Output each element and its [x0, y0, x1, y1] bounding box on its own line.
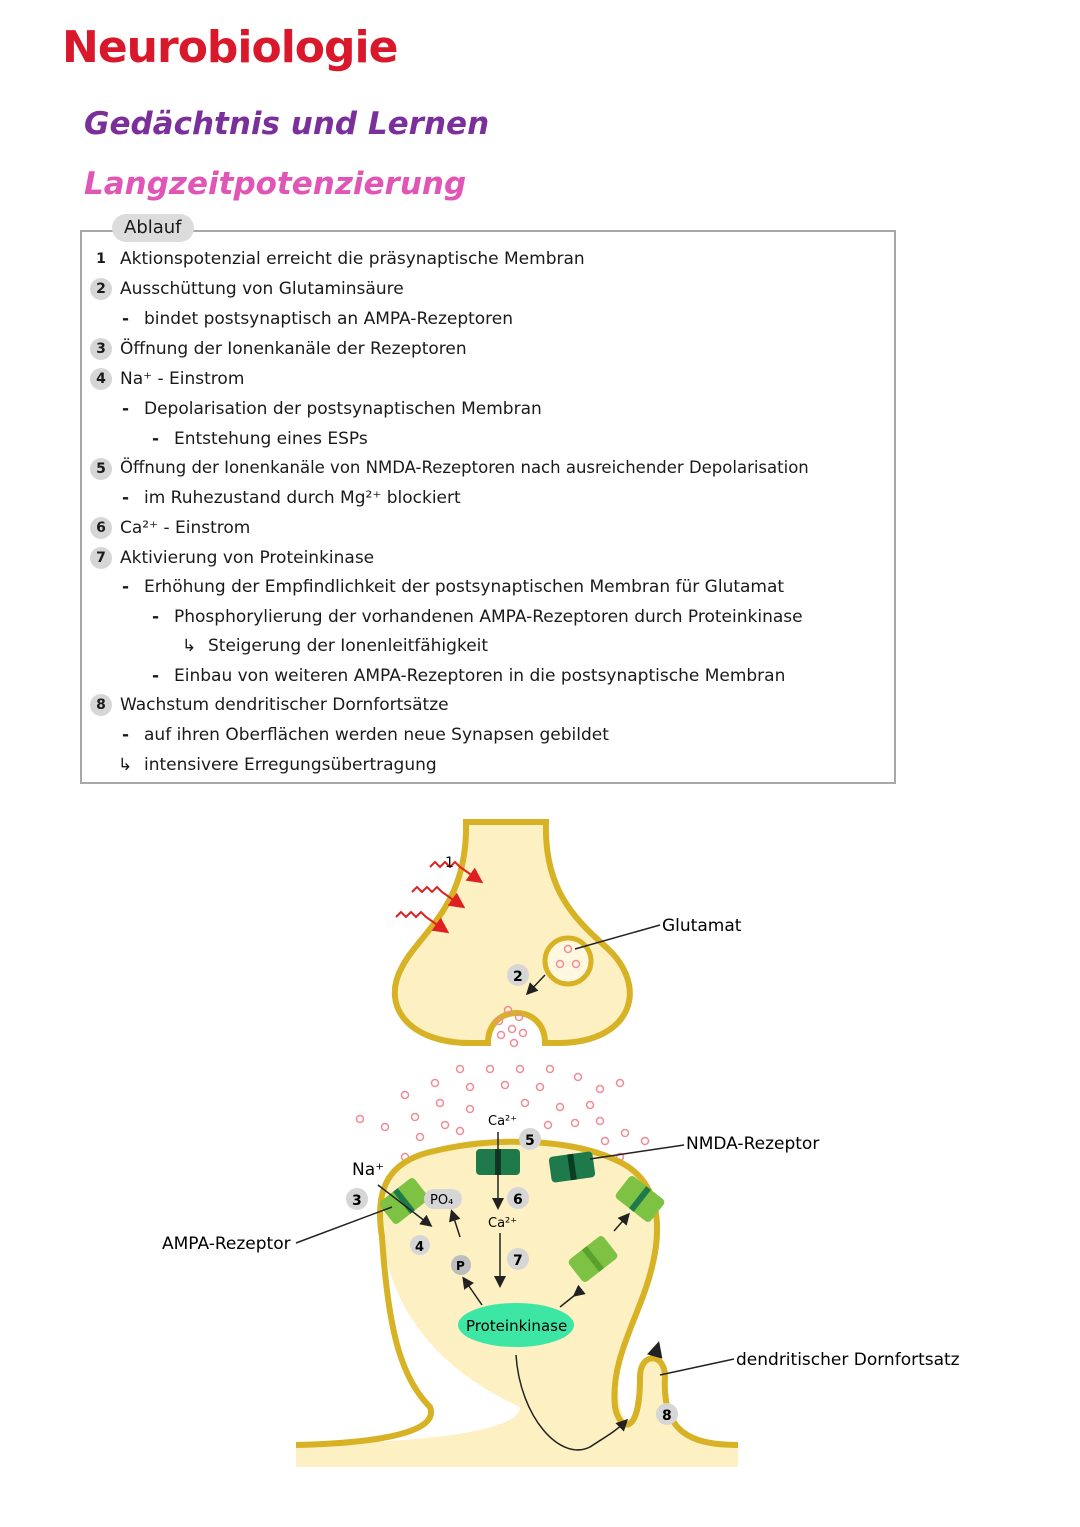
step-text: Erhöhung der Empfindlichkeit der postsynaptischen Membran für Glutamat [144, 577, 785, 597]
dash: - [152, 666, 160, 686]
dash: - [152, 429, 160, 449]
dash: - [122, 309, 130, 329]
step-text: Steigerung der Ionenleitfähigkeit [208, 636, 489, 656]
step-number: 5 [90, 458, 112, 480]
presynaptic-terminal [395, 822, 630, 1043]
arrow-symbol: ↳ [182, 636, 197, 656]
step-text: Aktivierung von Proteinkinase [120, 548, 375, 568]
step-4 [90, 366, 244, 392]
step-7-subsub2 [152, 663, 785, 689]
step-5 [90, 455, 809, 481]
marker-7: 7 [513, 1253, 523, 1269]
step-2-sub [122, 306, 513, 332]
dash: - [122, 725, 130, 745]
step-number: 1 [96, 251, 106, 267]
step-number: 7 [90, 547, 112, 569]
step-number: 4 [90, 368, 112, 390]
step-text: Depolarisation der postsynaptischen Membran [144, 399, 542, 419]
step-text: Einbau von weiteren AMPA-Rezeptoren in die postsynaptische Membran [174, 666, 786, 686]
step-text: Wachstum dendritischer Dornfortsätze [120, 695, 449, 715]
step-3 [90, 336, 467, 362]
label-glutamat: Glutamat [662, 916, 742, 936]
dash: - [122, 488, 130, 508]
box-label: Ablauf [112, 214, 194, 242]
label-proteinkinase: Proteinkinase [466, 1317, 568, 1335]
step-text: Entstehung eines ESPs [174, 429, 368, 449]
marker-4: 4 [415, 1240, 425, 1255]
marker-1: 1 [445, 855, 454, 871]
step-2 [90, 276, 404, 302]
step-text: auf ihren Oberflächen werden neue Synapsen gebildet [144, 725, 609, 745]
step-8-result [118, 752, 437, 778]
step-text: im Ruhezustand durch Mg²⁺ blockiert [144, 488, 461, 508]
step-number: 3 [90, 338, 112, 360]
label-ca-top: Ca²⁺ [488, 1114, 518, 1129]
page-title: Neurobiologie [62, 22, 398, 73]
step-8 [90, 692, 449, 718]
marker-8: 8 [662, 1408, 672, 1424]
step-1 [90, 246, 585, 272]
dash: - [122, 399, 130, 419]
label-na: Na⁺ [352, 1160, 385, 1180]
step-7-sub [122, 574, 784, 600]
step-7 [90, 545, 374, 571]
section-title: Gedächtnis und Lernen [84, 106, 490, 142]
step-text: bindet postsynaptisch an AMPA-Rezeptoren [144, 309, 514, 329]
marker-6: 6 [513, 1192, 523, 1208]
marker-2: 2 [513, 969, 523, 985]
step-8-sub [122, 722, 609, 748]
subsection-title: Langzeitpotenzierung [84, 166, 467, 202]
step-text: Aktionspotenzial erreicht die präsynaptische Membran [120, 249, 585, 269]
arrow-symbol: ↳ [118, 755, 133, 775]
step-text: Na⁺ - Einstrom [120, 369, 245, 389]
dorn-pointer [660, 1359, 734, 1375]
step-text: Phosphorylierung der vorhandenen AMPA-Rezeptoren durch Proteinkinase [174, 607, 803, 627]
label-po4: PO₄ [430, 1193, 454, 1208]
label-p: P [456, 1259, 465, 1273]
label-dorn: dendritischer Dornfortsatz [736, 1350, 960, 1370]
step-text: Öffnung der Ionenkanäle von NMDA-Rezeptoren nach ausreichender Depolarisation [120, 458, 809, 477]
step-text: intensivere Erregungsübertragung [144, 755, 437, 775]
step-7-subsub [152, 604, 803, 630]
step-number: 8 [90, 694, 112, 716]
step-5-sub [122, 485, 461, 511]
step-text: Ca²⁺ - Einstrom [120, 518, 251, 538]
label-nmda: NMDA-Rezeptor [686, 1134, 820, 1154]
step-6 [90, 515, 250, 541]
label-ca-mid: Ca²⁺ [488, 1216, 518, 1231]
step-number: 2 [90, 278, 112, 300]
step-text: Öffnung der Ionenkanäle der Rezeptoren [120, 339, 467, 359]
marker-5: 5 [525, 1133, 535, 1149]
step-7-result [182, 633, 488, 659]
synapse-diagram [0, 807, 1080, 1527]
marker-3: 3 [352, 1193, 362, 1209]
step-text: Ausschüttung von Glutaminsäure [120, 279, 404, 299]
dash: - [122, 577, 130, 597]
label-ampa: AMPA-Rezeptor [162, 1234, 291, 1254]
dash: - [152, 607, 160, 627]
step-4-subsub [152, 426, 368, 452]
step-4-sub [122, 396, 542, 422]
step-number: 6 [90, 517, 112, 539]
